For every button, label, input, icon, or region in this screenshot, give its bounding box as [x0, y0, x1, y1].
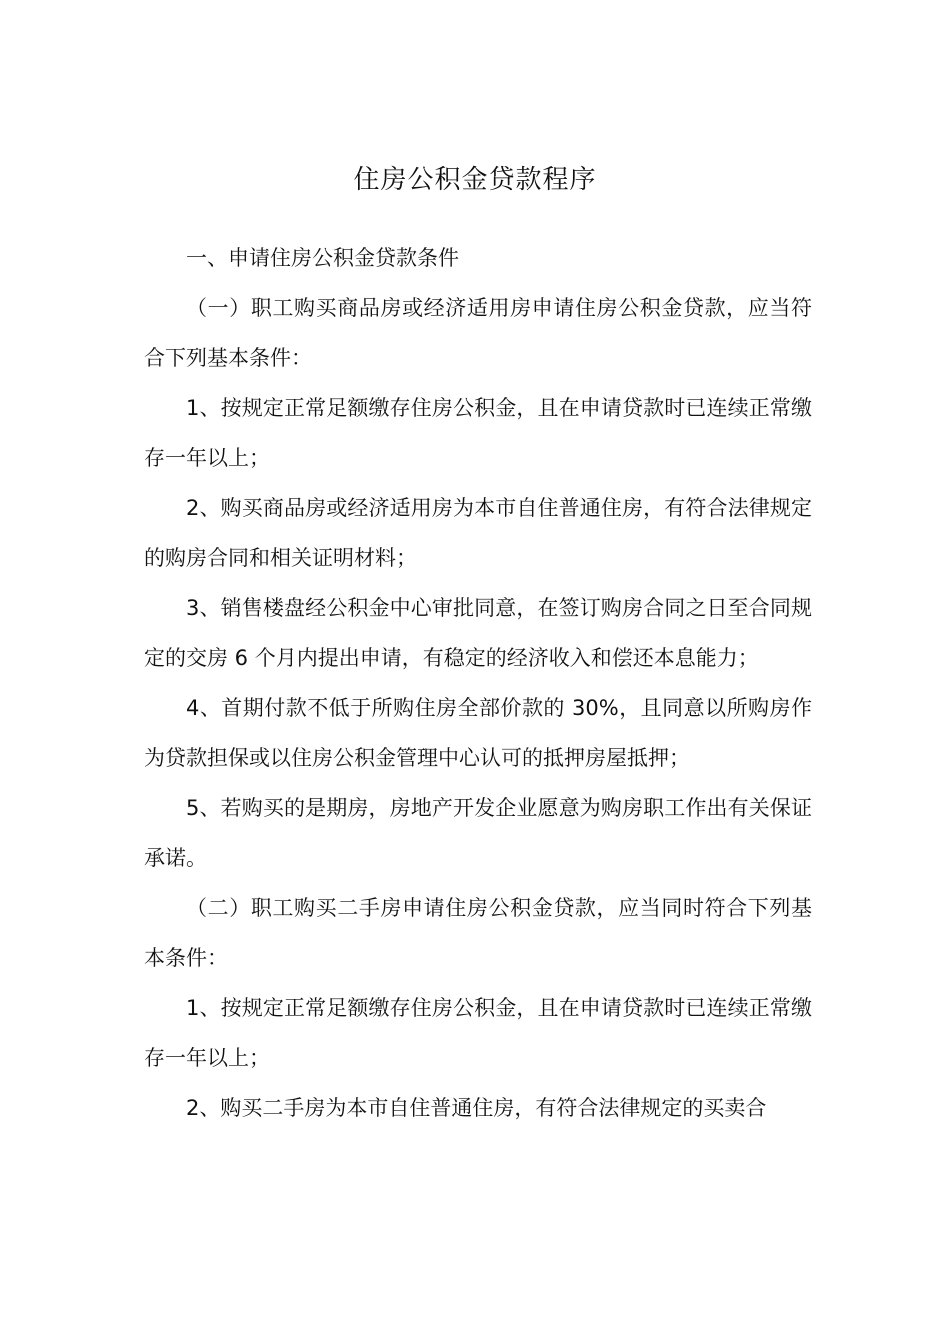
paragraph: （二）职工购买二手房申请住房公积金贷款，应当同时符合下列基本条件：	[144, 896, 812, 970]
paragraph: 3、销售楼盘经公积金中心审批同意，在签订购房合同之日至合同规定的交房 6 个月内提出申请，有稳定的经济收入和偿还本息能力；	[144, 596, 812, 670]
paragraph: （一）职工购买商品房或经济适用房申请住房公积金贷款，应当符合下列基本条件：	[144, 296, 812, 370]
document-body	[144, 233, 812, 1133]
paragraph: 1、按规定正常足额缴存住房公积金，且在申请贷款时已连续正常缴存一年以上；	[144, 396, 812, 470]
paragraph: 5、若购买的是期房，房地产开发企业愿意为购房职工作出有关保证承诺。	[144, 796, 812, 870]
paragraph: 1、按规定正常足额缴存住房公积金，且在申请贷款时已连续正常缴存一年以上；	[144, 996, 812, 1070]
section-heading: 一、申请住房公积金贷款条件	[186, 246, 459, 270]
paragraph: 2、购买商品房或经济适用房为本市自住普通住房，有符合法律规定的购房合同和相关证明材料；	[144, 496, 812, 570]
paragraph: 2、购买二手房为本市自住普通住房，有符合法律规定的买卖合	[186, 1096, 767, 1120]
document-title: 住房公积金贷款程序	[353, 165, 597, 195]
paragraph: 4、首期付款不低于所购住房全部价款的 30%，且同意以所购房作为贷款担保或以住房公积金管理中心认可的抵押房屋抵押；	[144, 696, 812, 770]
